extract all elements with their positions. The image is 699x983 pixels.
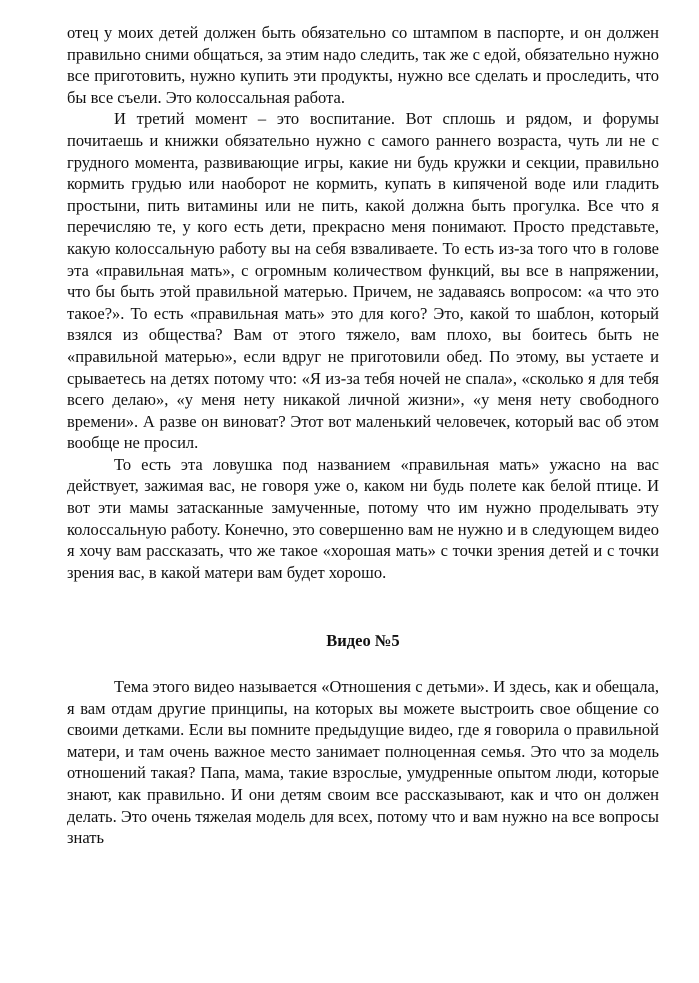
section-heading: Видео №5 (326, 631, 400, 651)
paragraph-video5: Тема этого видео называется «Отношения с детьми». И здесь, как и обещала, я вам отдам другие принципы, на которых вы можете выстроить свое общение со своими детками. Если вы помните предыдущие видео, где я говорила о правильной матери, и там очень важное место занимает полноценная семья. Это что за модель отношений такая? Папа, мама, такие взрослые, умудренные опытом люди, которые знают, как правильно. И они детям своим все рассказывают, как и что он должен делать. Это очень тяжелая модель для всех, потому что и вам нужно на все вопросы знать (67, 677, 659, 848)
document-page (67, 22, 659, 849)
paragraph-upbringing: И третий момент – это воспитание. Вот сплошь и рядом, и форумы почитаешь и книжки обязательно нужно с самого раннего возраста, чуть ли не с грудного момента, развивающие игры, какие ни будь кружки и секции, правильно кормить грудью или наоборот не кормить, купать в кипяченой воде или гладить простыни, пить витамины или не пить, какой должна быть прогулка. Все что я перечисляю те, у кого есть дети, прекрасно меня понимают. Просто представьте, какую колоссальную работу вы на себя взваливаете. То есть из-за того что в голове эта «правильная мать», с огромным количеством функций, вы все в напряжении, что бы быть этой правильной матерью. Причем, не задаваясь вопросом: «а что это такое?». То есть «правильная мать» это для кого? Это, какой то шаблон, который взялся из общества? Вам от этого тяжело, вам плохо, вы боитесь быть не «правильной матерью», если вдруг не приготовили обед. По этому, вы устаете и срываетесь на детях потому что: «Я из-за тебя ночей не спала», «сколько я для тебя всего делаю», «у меня нету никакой личной жизни», «у меня нету свободного времени». А разве он виноват? Этот вот маленький человечек, который вас об этом вообще не просил. (67, 109, 659, 453)
paragraph-trap: То есть эта ловушка под названием «правильная мать» ужасно на вас действует, зажимая вас, не говоря уже о, каком ни будь полете как белой птице. И вот эти мамы затасканные замученные, потому что им нужно проделывать эту колоссальную работу. Конечно, это совершенно вам не нужно и в следующем видео я хочу вам рассказать, что же такое «хорошая мать» с точки зрения детей и с точки зрения вас, в какой матери вам будет хорошо. (67, 454, 659, 582)
paragraph-continuation: отец у моих детей должен быть обязательно со штампом в паспорте, и он должен правильно сними общаться, за этим надо следить, так же с едой, обязательно нужно все приготовить, нужно купить эти продукты, нужно все сделать и проследить, что бы все съели. Это колоссальная работа. (67, 23, 659, 107)
